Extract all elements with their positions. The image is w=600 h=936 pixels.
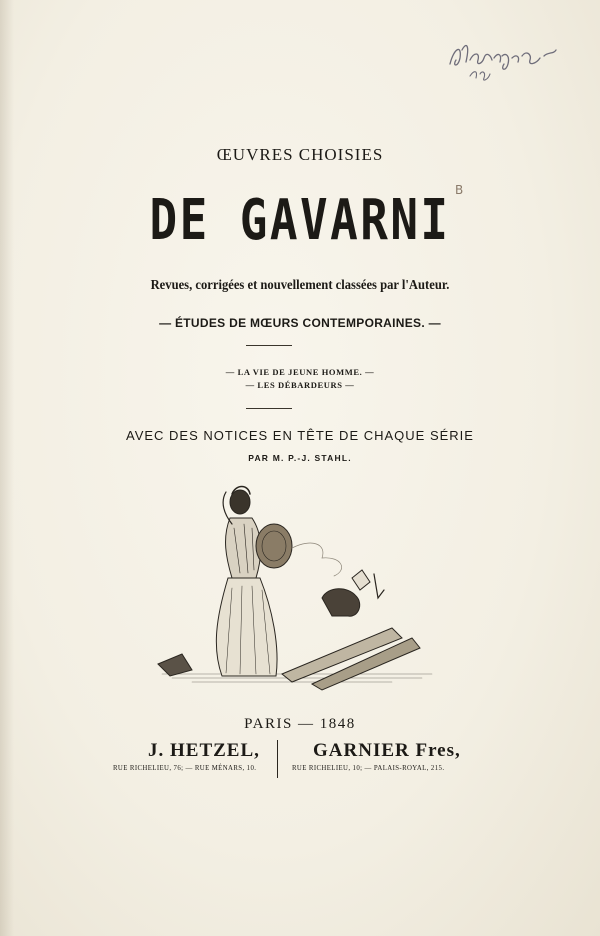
handwritten-signature — [440, 30, 570, 85]
author-line: PAR M. P.-J. STAHL. — [248, 453, 352, 463]
place-date: PARIS — 1848 — [244, 716, 356, 732]
rule-top — [246, 345, 292, 346]
publisher-garnier-address: RUE RICHELIEU, 10; — PALAIS-ROYAL, 215. — [292, 765, 445, 772]
main-title: DE GAVARNI — [149, 188, 451, 253]
page-edge-shadow — [0, 0, 14, 936]
contents-item-2: — LES DÉBARDEURS — — [245, 380, 355, 390]
top-line: ŒUVRES CHOISIES — [216, 145, 384, 164]
subtitle: Revues, corrigées et nouvellement classées par l'Auteur. — [150, 278, 450, 293]
publisher-hetzel-address: RUE RICHELIEU, 76; — RUE MÉNARS, 10. — [113, 765, 257, 772]
notices-line: AVEC DES NOTICES EN TÊTE DE CHAQUE SÉRIE — [126, 428, 474, 443]
publisher-garnier: GARNIER Fres, — [313, 740, 461, 761]
rule-bottom — [246, 408, 292, 409]
series-heading: — ÉTUDES DE MŒURS CONTEMPORAINES. — — [159, 316, 441, 330]
publisher-divider — [277, 740, 278, 778]
engraving-illustration — [152, 478, 442, 698]
publisher-hetzel: J. HETZEL, — [148, 740, 260, 761]
contents-item-1: — LA VIE DE JEUNE HOMME. — — [225, 367, 375, 377]
margin-pencil-mark: B — [455, 183, 464, 197]
